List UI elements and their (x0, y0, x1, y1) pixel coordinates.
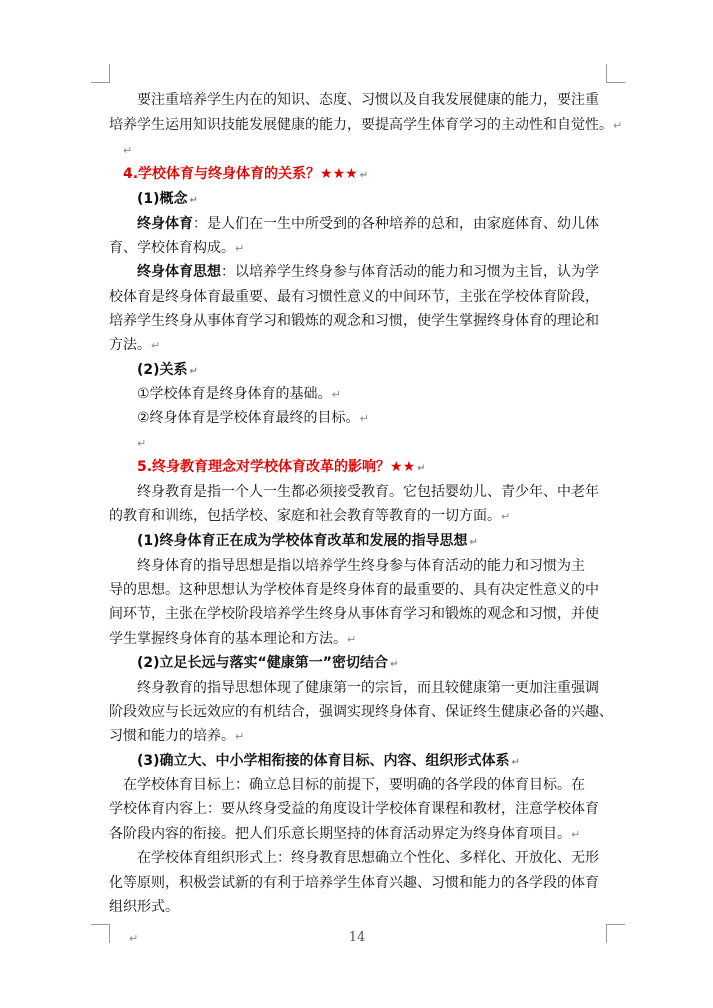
crop-mark-bottom-left (91, 924, 110, 943)
paragraph-line: 终身教育是指一个人一生都必须接受教育。它包括婴幼儿、青少年、中老年 (137, 484, 599, 500)
subheading: (3)确立大、中小学相衔接的体育目标、内容、组织形式体系 ↵ (137, 753, 520, 769)
paragraph-line: 育、学校体育构成。↵ (109, 240, 245, 256)
paragraph-line: 终身教育的指导思想体现了健康第一的宗旨，而且较健康第一更加注重强调 (137, 680, 599, 696)
list-item: ①学校体育是终身体育的基础。↵ (137, 386, 341, 402)
paragraph-line: 终身体育的指导思想是指以培养学生终身参与体育活动的能力和习惯为主 (137, 558, 585, 574)
paragraph-line: 的教育和训练，包括学校、家庭和社会教育等教育的一切方面。↵ (109, 508, 511, 524)
section-heading: 5.终身教育理念对学校体育改革的影响？★★ ↵ (137, 459, 426, 475)
paragraph-line: 学生掌握终身体育的基本理论和方法。↵ (109, 631, 357, 647)
subheading: (1)终身体育正在成为学校体育改革和发展的指导思想 ↵ (137, 533, 478, 549)
paragraph-line: 间环节，主张在学校阶段培养学生终身从事体育学习和锻炼的观念和习惯，并使 (109, 606, 599, 622)
paragraph-line: 培养学生终身从事体育学习和锻炼的观念和习惯，使学生掌握终身体育的理论和 (109, 313, 599, 329)
paragraph-line: 终身体育思想：以培养学生终身参与体育活动的能力和习惯为主旨，认为学 (137, 264, 599, 280)
paragraph-line: 导的思想。这种思想认为学校体育是终身体育的最重要的、具有决定性意义的中 (109, 582, 599, 598)
paragraph-line: 终身体育：是人们在一生中所受到的各种培养的总和，由家庭体育、幼儿体 (137, 216, 599, 232)
footer-paragraph-mark: ↵ (129, 932, 139, 945)
section-heading: 4.学校体育与终身体育的关系？★★★ ↵ (123, 166, 369, 182)
subheading: (2)关系 ↵ (137, 362, 198, 378)
paragraph-line: 要注重培养学生内在的知识、态度、习惯以及自我发展健康的能力，要注重 (137, 92, 599, 108)
subheading: (2)立足长远与落实“健康第一”密切结合 ↵ (137, 655, 399, 671)
crop-mark-bottom-right (606, 924, 625, 943)
paragraph-line: 阶段效应与长远效应的有机结合，强调实现终身体育、保证终生健康必备的兴趣、 (109, 704, 613, 720)
paragraph-line: 习惯和能力的培养。↵ (109, 728, 245, 744)
paragraph-line: 化等原则，积极尝试新的有利于培养学生体育兴趣、习惯和能力的各学段的体育 (109, 875, 599, 891)
empty-line: ↵ (137, 437, 147, 450)
paragraph-line: 在学校体育组织形式上：终身教育思想确立个性化、多样化、开放化、无形 (137, 850, 599, 866)
paragraph-line: 校体育是终身体育最重要、最有习惯性意义的中间环节，主张在学校体育阶段， (109, 289, 599, 305)
paragraph-line: 方法。↵ (109, 337, 161, 353)
empty-line: ↵ (123, 144, 133, 157)
page-number: 14 (348, 930, 366, 945)
paragraph-line: 组织形式。 (109, 899, 179, 915)
crop-mark-top-right (606, 64, 625, 83)
subheading: (1)概念 ↵ (137, 191, 198, 207)
list-item: ②终身体育是学校体育最终的目标。↵ (137, 410, 369, 426)
crop-mark-top-left (91, 64, 110, 83)
paragraph-line: 学校体育内容上：要从终身受益的角度设计学校体育课程和教材，注意学校体育 (109, 801, 599, 817)
paragraph-line: 在学校体育目标上：确立总目标的前提下，要明确的各学段的体育目标。在 (123, 777, 585, 793)
paragraph-line: 各阶段内容的衔接。把人们乐意长期坚持的体育活动界定为终身体育项目。↵ (109, 826, 581, 842)
paragraph-line: 培养学生运用知识技能发展健康的能力，要提高学生体育学习的主动性和自觉性。↵ (109, 117, 623, 133)
